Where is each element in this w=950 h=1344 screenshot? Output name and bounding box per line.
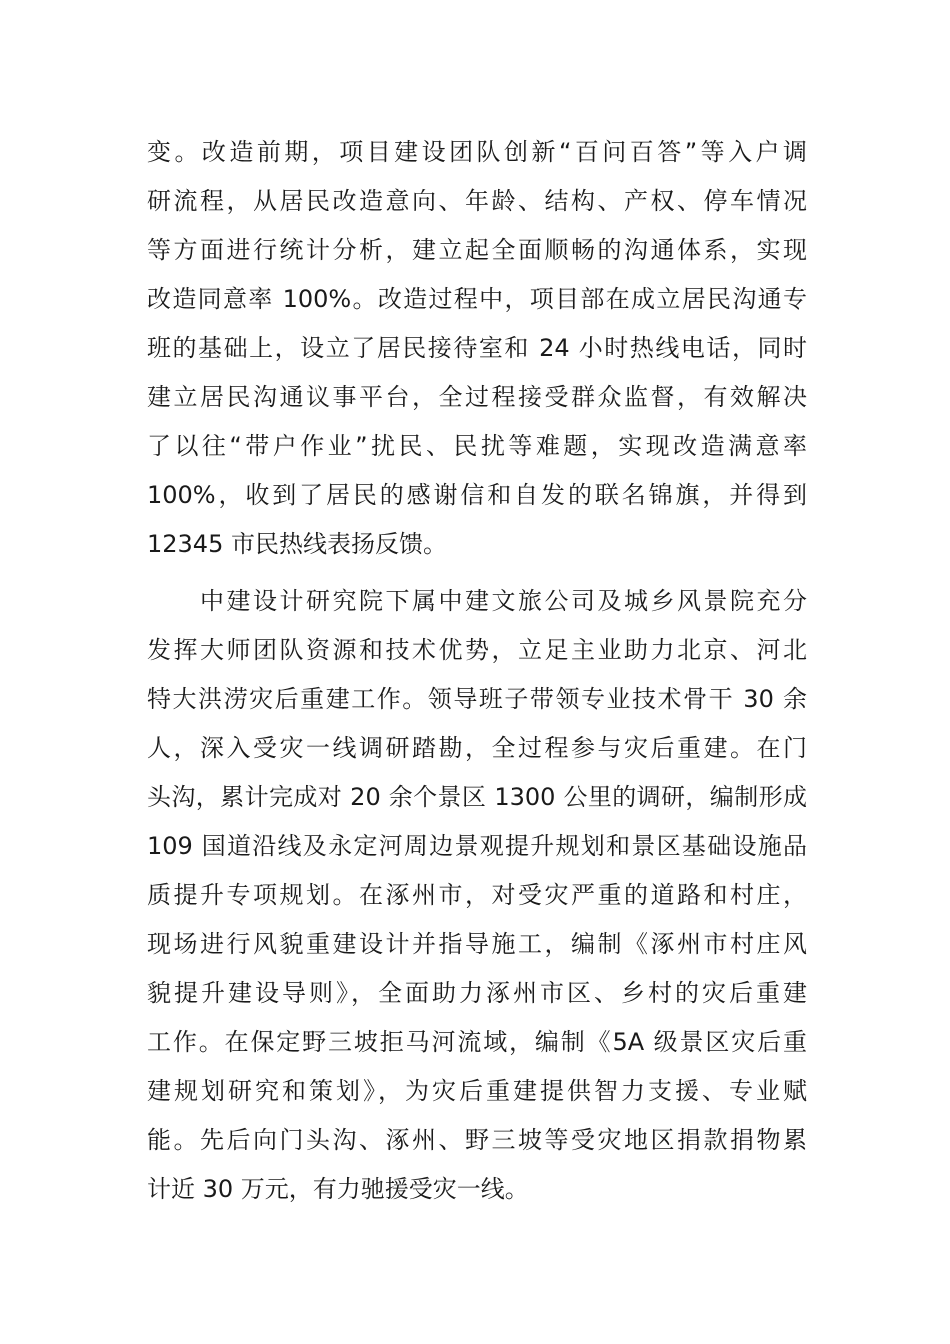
text-line: 特大洪涝灾后重建工作。领导班子带领专业技术骨干 30 余 bbox=[147, 685, 807, 713]
text-line: 质提升专项规划。在涿州市，对受灾严重的道路和村庄， bbox=[147, 881, 807, 909]
text-line: 计近 30 万元，有力驰援受灾一线。 bbox=[147, 1175, 529, 1203]
text-line: 现场进行风貌重建设计并指导施工，编制《涿州市村庄风 bbox=[147, 930, 807, 958]
text-line: 发挥大师团队资源和技术优势，立足主业助力北京、河北 bbox=[147, 636, 807, 664]
text-line: 貌提升建设导则》，全面助力涿州市区、乡村的灾后重建 bbox=[147, 979, 807, 1007]
text-line: 能。先后向门头沟、涿州、野三坡等受灾地区捐款捐物累 bbox=[147, 1126, 807, 1154]
text-line: 建立居民沟通议事平台，全过程接受群众监督，有效解决 bbox=[147, 383, 807, 411]
text-line: 100%，收到了居民的感谢信和自发的联名锦旗，并得到 bbox=[147, 481, 807, 509]
text-line: 建规划研究和策划》，为灾后重建提供智力支援、专业赋 bbox=[147, 1077, 807, 1105]
text-line: 改造同意率 100%。改造过程中，项目部在成立居民沟通专 bbox=[147, 285, 807, 313]
text-line: 12345 市民热线表扬反馈。 bbox=[147, 530, 447, 558]
text-line: 了以往“带户作业”扰民、民扰等难题，实现改造满意率 bbox=[147, 432, 807, 460]
text-line: 中建设计研究院下属中建文旅公司及城乡风景院充分 bbox=[147, 587, 807, 615]
text-line: 等方面进行统计分析，建立起全面顺畅的沟通体系，实现 bbox=[147, 236, 807, 264]
text-line: 头沟，累计完成对 20 余个景区 1300 公里的调研，编制形成 bbox=[147, 783, 807, 811]
text-line: 班的基础上，设立了居民接待室和 24 小时热线电话，同时 bbox=[147, 334, 807, 362]
text-line: 工作。在保定野三坡拒马河流域，编制《5A 级景区灾后重 bbox=[147, 1028, 807, 1056]
text-line: 变。改造前期，项目建设团队创新“百问百答”等入户调 bbox=[147, 138, 807, 166]
text-line: 109 国道沿线及永定河周边景观提升规划和景区基础设施品 bbox=[147, 832, 807, 860]
text-line: 人，深入受灾一线调研踏勘，全过程参与灾后重建。在门 bbox=[147, 734, 807, 762]
text-line: 研流程，从居民改造意向、年龄、结构、产权、停车情况 bbox=[147, 187, 807, 215]
